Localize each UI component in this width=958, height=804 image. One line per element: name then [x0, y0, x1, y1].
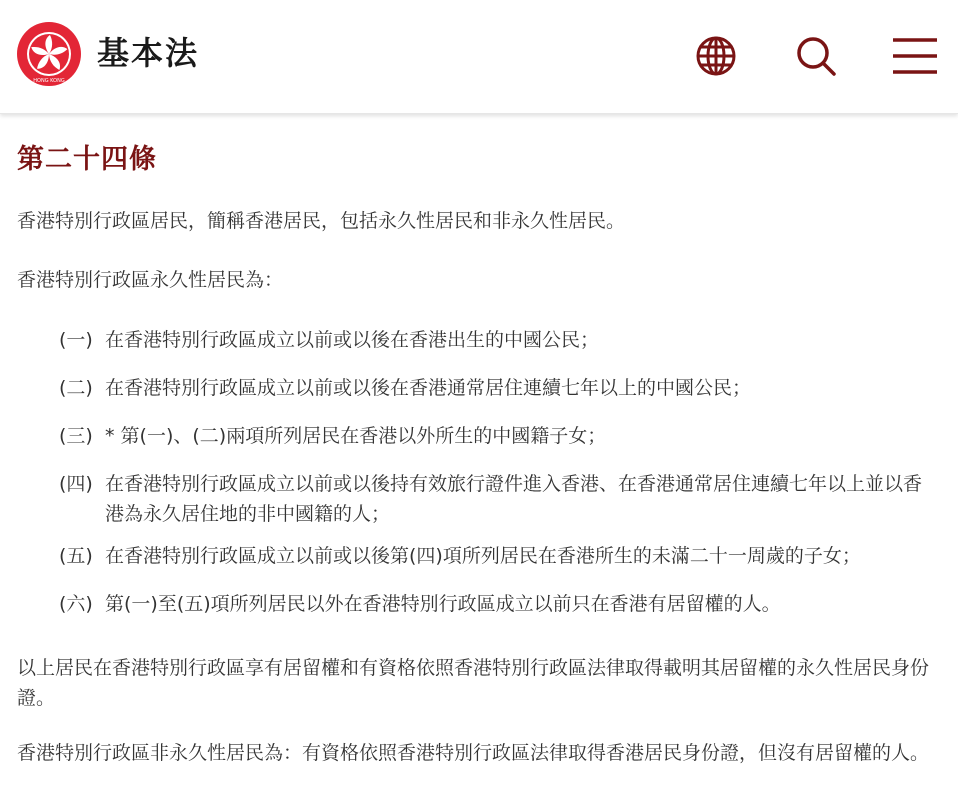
paragraph-residents-definition: 香港特別行政區居民，簡稱香港居民，包括永久性居民和非永久性居民。: [17, 210, 626, 232]
list-item-number: (四): [59, 473, 93, 495]
paragraph-permanent-residents-intro: 香港特別行政區永久性居民為：: [17, 269, 284, 291]
site-title[interactable]: 基本法: [97, 34, 200, 72]
globe-icon: [692, 32, 740, 80]
list-item-number: (六): [59, 593, 93, 615]
list-item-text: 在香港特別行政區成立以前或以後第(四)項所列居民在香港所生的未滿二十一周歲的子女；: [105, 545, 861, 567]
menu-button[interactable]: [891, 32, 939, 80]
list-item-number: (二): [59, 377, 93, 399]
list-item-number: (五): [59, 545, 93, 567]
logo-text: HONG KONG: [33, 78, 65, 84]
article-title: 第二十四條: [17, 144, 157, 175]
list-item-text: 在香港特別行政區成立以前或以後在香港出生的中國公民；: [105, 329, 600, 351]
list-item-number: (一): [59, 329, 93, 351]
hamburger-menu-icon: [891, 32, 939, 80]
bauhinia-emblem-icon: [16, 21, 82, 87]
list-item-text: 第(一)至(五)項所列居民以外在香港特別行政區成立以前只在香港有居留權的人。: [105, 593, 781, 615]
search-icon: [792, 32, 840, 80]
list-item-text[interactable]: * 第(一)、(二)兩項所列居民在香港以外所生的中國籍子女；: [105, 425, 607, 447]
list-item-text: 在香港特別行政區成立以前或以後持有效旅行證件進入香港、在香港通常居住連續七年以上並以香港為永久居住地的非中國籍的人；: [105, 473, 923, 525]
language-button[interactable]: [692, 32, 740, 80]
list-item-number: (三): [59, 425, 93, 447]
list-item-text: 在香港特別行政區成立以前或以後在香港通常居住連續七年以上的中國公民；: [105, 377, 752, 399]
hksar-emblem-logo[interactable]: [16, 21, 82, 87]
paragraph-right-of-abode: 以上居民在香港特別行政區享有居留權和有資格依照香港特別行政區法律取得載明其居留權的永久性居民身份證。: [17, 657, 930, 709]
paragraph-non-permanent-residents: 香港特別行政區非永久性居民為：有資格依照香港特別行政區法律取得香港居民身份證，但沒有居留權的人。: [17, 742, 930, 764]
top-header: [0, 0, 958, 114]
search-button[interactable]: [792, 32, 840, 80]
